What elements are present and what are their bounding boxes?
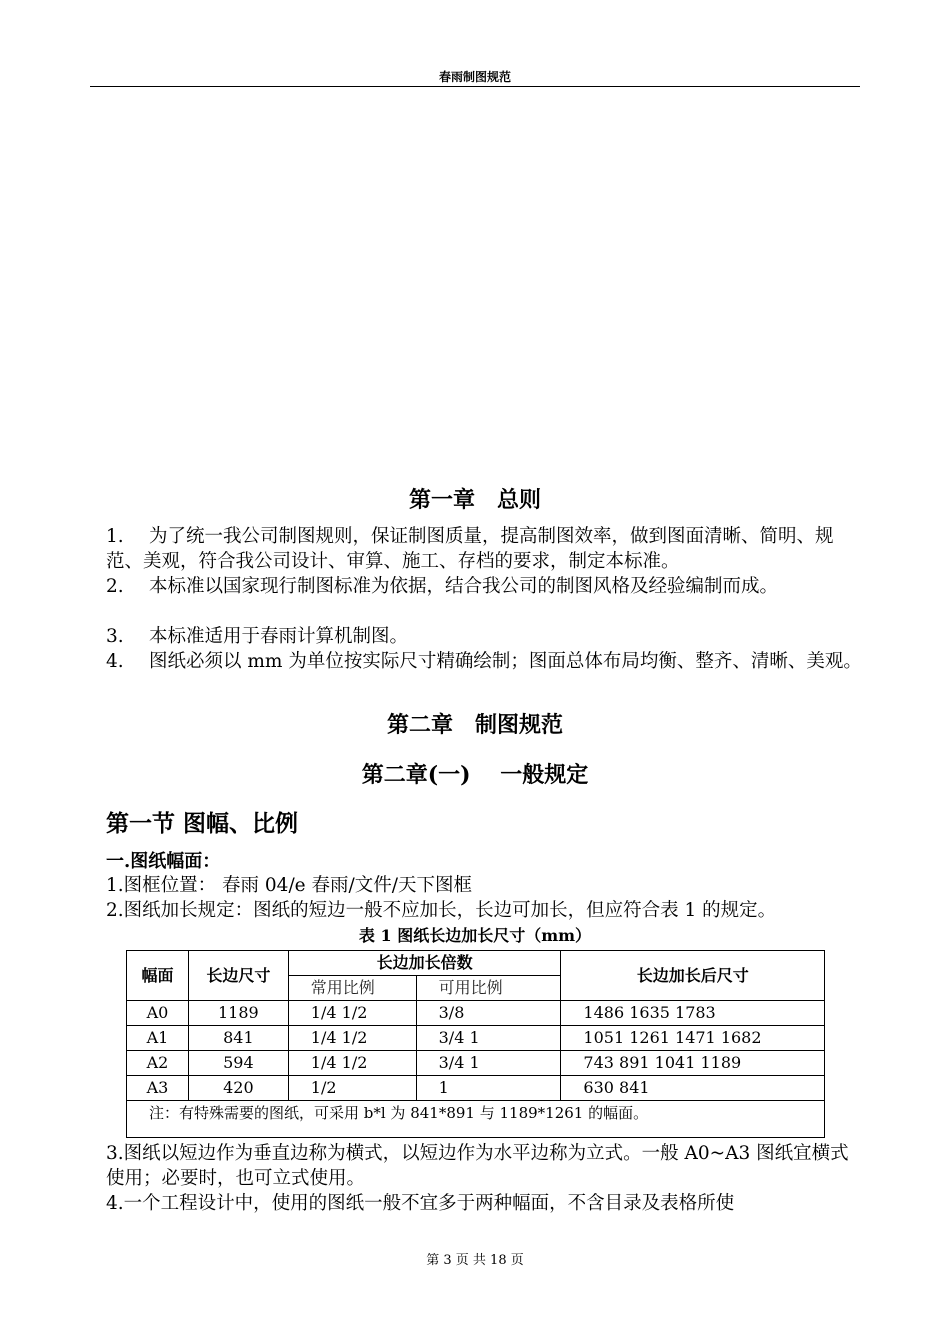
page-footer: 第 3 页 共 18 页 xyxy=(426,1253,524,1268)
cell-common: 1/4 1/2 xyxy=(288,1026,416,1051)
item-text: 本标准适用于春雨计算机制图。 xyxy=(149,626,409,647)
header-common: 常用比例 xyxy=(288,976,416,1001)
item-text: 图纸必须以 mm 为单位按实际尺寸精确绘制；图面总体布局均衡、整齐、清晰、美观。 xyxy=(149,651,862,672)
paragraph-4: 4.一个工程设计中，使用的图纸一般不宜多于两种幅面，不含目录及表格所使 xyxy=(106,1193,735,1214)
header-multiple: 长边加长倍数 xyxy=(288,951,561,976)
chapter2-subtitle: 第二章(一) 一般规定 xyxy=(361,762,589,788)
cell-format: A3 xyxy=(127,1076,189,1101)
header-after: 长边加长后尺寸 xyxy=(561,951,825,1001)
cell-format: A1 xyxy=(127,1026,189,1051)
cell-available: 1 xyxy=(416,1076,561,1101)
table-header-row xyxy=(127,951,825,976)
table-caption: 表 1 图纸长边加长尺寸（mm） xyxy=(358,926,592,945)
table-row xyxy=(127,1076,825,1101)
cell-after: 630 841 xyxy=(561,1076,825,1101)
section1-item-2: 2.图纸加长规定：图纸的短边一般不应加长，长边可加长，但应符合表 1 的规定。 xyxy=(106,900,777,921)
cell-long-side: 594 xyxy=(188,1051,288,1076)
cell-available: 3/4 1 xyxy=(416,1026,561,1051)
item-number: 3. xyxy=(106,626,124,647)
chapter1-item-4 xyxy=(106,650,862,675)
section1-item-1: 1.图框位置： 春雨 04/e 春雨/文件/天下图框 xyxy=(106,875,472,896)
cell-long-side: 1189 xyxy=(188,1001,288,1026)
header-rule xyxy=(90,86,860,87)
item-number: 2. xyxy=(106,576,124,597)
cell-available: 3/4 1 xyxy=(416,1051,561,1076)
page-header-title: 春雨制图规范 xyxy=(438,70,511,84)
item-number: 1. xyxy=(106,526,124,547)
cell-common: 1/4 1/2 xyxy=(288,1051,416,1076)
cell-long-side: 420 xyxy=(188,1076,288,1101)
cell-after: 1486 1635 1783 xyxy=(561,1001,825,1026)
paper-size-table xyxy=(126,950,825,1138)
table-note: 注：有特殊需要的图纸，可采用 b*l 为 841*891 与 1189*1261 的幅面。 xyxy=(127,1101,825,1138)
chapter1-item-3 xyxy=(106,625,862,650)
header-long-side: 长边尺寸 xyxy=(188,951,288,1001)
section1-subtitle: 一.图纸幅面： xyxy=(106,851,221,872)
cell-common: 1/4 1/2 xyxy=(288,1001,416,1026)
chapter2-title: 第二章 制图规范 xyxy=(386,712,563,738)
paragraph-3: 3.图纸以短边作为垂直边称为横式，以短边作为水平边称为立式。一般 A0~A3 图纸宜横式使用；必要时，也可立式使用。 xyxy=(106,1143,849,1189)
header-format: 幅面 xyxy=(127,951,189,1001)
table-note-row xyxy=(127,1101,825,1138)
cell-available: 3/8 xyxy=(416,1001,561,1026)
item-text: 本标准以国家现行制图标准为依据，结合我公司的制图风格及经验编制而成。 xyxy=(149,576,779,597)
cell-common: 1/2 xyxy=(288,1076,416,1101)
table-row xyxy=(127,1051,825,1076)
chapter1-title: 第一章 总则 xyxy=(408,487,541,513)
header-available: 可用比例 xyxy=(416,976,561,1001)
cell-format: A0 xyxy=(127,1001,189,1026)
cell-long-side: 841 xyxy=(188,1026,288,1051)
table-row xyxy=(127,1026,825,1051)
item-text: 为了统一我公司制图规则，保证制图质量，提高制图效率，做到图面清晰、简明、规范、美观，符合我公司设计、审算、施工、存档的要求，制定本标准。 xyxy=(106,526,834,572)
cell-format: A2 xyxy=(127,1051,189,1076)
chapter1-item-1 xyxy=(106,525,862,574)
table-row xyxy=(127,1001,825,1026)
cell-after: 743 891 1041 1189 xyxy=(561,1051,825,1076)
item-number: 4. xyxy=(106,651,124,672)
cell-after: 1051 1261 1471 1682 xyxy=(561,1026,825,1051)
section1-title: 第一节 图幅、比例 xyxy=(106,810,299,837)
chapter1-item-2 xyxy=(106,575,862,600)
